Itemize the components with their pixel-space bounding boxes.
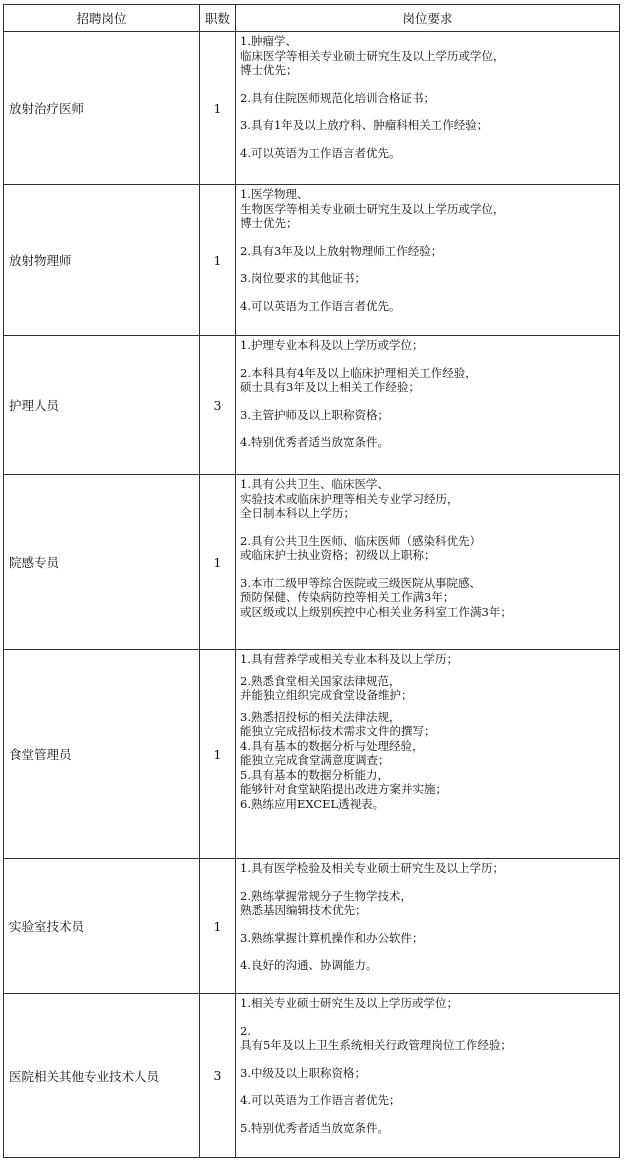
requirement-item: 2.本科具有4年及以上临床护理相关工作经验， 硕士具有3年及以上相关工作经验； (240, 365, 477, 394)
requirement-item: 4.可以英语为工作语言者优先； (240, 1093, 401, 1107)
requirement-item: 3.中级及以上职称资格； (240, 1065, 366, 1080)
header-requirements: 岗位要求 (236, 5, 620, 32)
position-cell: 食堂管理员 (4, 650, 200, 859)
recruitment-table (3, 4, 620, 1158)
table-row (4, 475, 620, 650)
count-cell: 1 (200, 650, 236, 859)
requirements-cell (236, 185, 620, 336)
table-row (4, 32, 620, 185)
count-cell: 3 (200, 994, 236, 1158)
requirement-item: 1.具有公共卫生、临床医学、 实验技术或临床护理等相关专业学习经历， 全日制本科以上学历； (240, 477, 459, 520)
requirements-cell (236, 994, 620, 1158)
table-row (4, 650, 620, 859)
position-cell: 实验室技术员 (4, 859, 200, 994)
requirement-item: 1.护理专业本科及以上学历或学位； (240, 338, 424, 352)
requirement-item: 4.可以英语为工作语言者优先。 (240, 298, 401, 313)
table-row (4, 859, 620, 994)
requirements-cell (236, 859, 620, 994)
table-row (4, 185, 620, 336)
requirement-item: 2.熟练掌握常规分子生物学技术， 熟悉基因编辑技术优先； (240, 888, 412, 917)
requirement-item: 4.特别优秀者适当放宽条件。 (240, 435, 389, 449)
requirement-item: 3.主管护师及以上职称资格； (240, 407, 389, 422)
position-cell: 放射治疗医师 (4, 32, 200, 185)
header-row (4, 5, 620, 32)
header-position: 招聘岗位 (4, 5, 200, 32)
position-cell: 放射物理师 (4, 185, 200, 336)
count-cell: 1 (200, 32, 236, 185)
requirement-item: 4.良好的沟通、协调能力。 (240, 958, 378, 972)
position-cell: 医院相关其他专业技术人员 (4, 994, 200, 1158)
position-cell: 护理人员 (4, 336, 200, 475)
requirement-item: 1.相关专业硕士研究生及以上学历或学位； (240, 996, 458, 1010)
requirement-item: 2.具有住院医师规范化培训合格证书； (240, 90, 435, 105)
requirements-cell (236, 475, 620, 650)
requirement-item: 3.岗位要求的其他证书； (240, 271, 366, 285)
requirement-item: 5.特别优秀者适当放宽条件。 (240, 1120, 389, 1135)
count-cell: 3 (200, 336, 236, 475)
requirement-item: 1.具有营养学或相关专业本科及以上学历； (240, 652, 458, 666)
requirements-cell (236, 336, 620, 475)
requirement-item: 2. 具有5年及以上卫生系统相关行政管理岗位工作经验； (240, 1023, 512, 1052)
count-cell: 1 (200, 475, 236, 650)
requirement-item: 3.熟练掌握计算机操作和办公软件； (240, 930, 424, 945)
requirement-item: 3.具有1年及以上放疗科、肿瘤科相关工作经验； (240, 118, 489, 132)
table-row (4, 336, 620, 475)
requirement-item: 2.熟悉食堂相关国家法律规范， 并能独立组织完成食堂设备维护； (240, 673, 413, 702)
requirement-item: 1.具有医学检验及相关专业硕士研究生及以上学历； (240, 861, 504, 875)
requirement-item: 3.本市二级甲等综合医院或三级医院从事院感、 预防保健、传染病防控等相关工作满3年； 或区级或以上级别疾控中心相关业务科室工作满3年； (240, 575, 512, 619)
count-cell: 1 (200, 185, 236, 336)
requirement-item: 3.熟悉招投标的相关法律法规， 能独立完成招标技术需求文件的撰写； 4.具有基本的数据分析与处理经验， 能独立完成食堂满意度调查； 5.具有基本的数据分析能力， 能够针对食堂缺陷提出改进方案并实施； 6.熟练应用EXCEL透视表。 (240, 709, 447, 811)
count-cell: 1 (200, 859, 236, 994)
requirements-cell (236, 32, 620, 185)
requirement-item: 1.肿瘤学、 临床医学等相关专业硕士研究生及以上学历或学位， 博士优先； (240, 34, 505, 77)
requirement-item: 2.具有3年及以上放射物理师工作经验； (240, 243, 443, 258)
requirements-cell (236, 650, 620, 859)
header-count: 职数 (200, 5, 236, 32)
position-cell: 院感专员 (4, 475, 200, 650)
requirement-item: 1.医学物理、 生物医学等相关专业硕士研究生及以上学历或学位， 博士优先； (240, 187, 505, 230)
table-row (4, 994, 620, 1158)
requirement-item: 4.可以英语为工作语言者优先。 (240, 145, 401, 160)
requirement-item: 2.具有公共卫生医师、临床医师（感染科优先） 或临床护士执业资格；初级以上职称； (240, 533, 481, 562)
